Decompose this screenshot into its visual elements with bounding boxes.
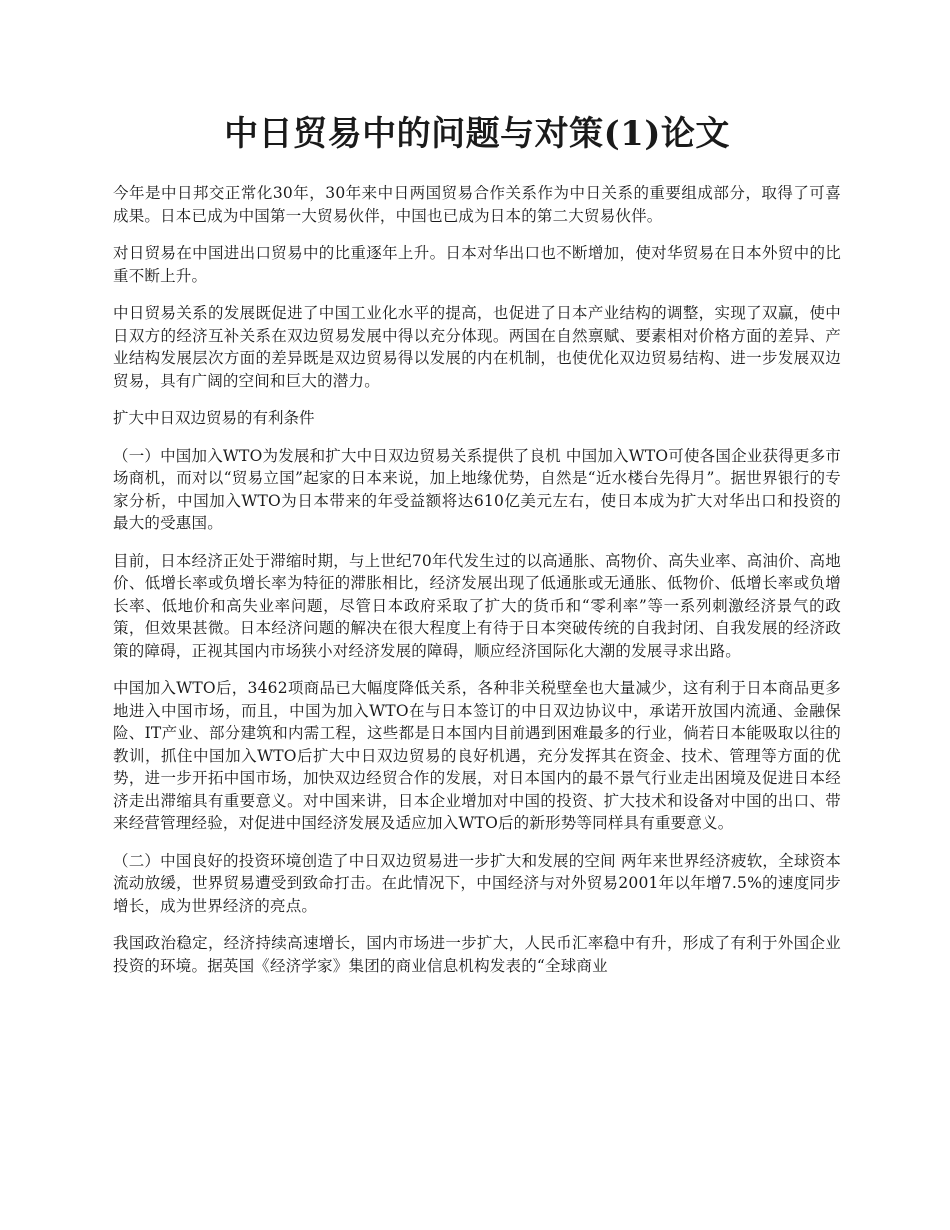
document-title: 中日贸易中的问题与对策(1)论文 (224, 114, 730, 154)
paragraph-investment-environment: （二）中国良好的投资环境创造了中日双边贸易进一步扩大和发展的空间 两年来世界经济疲软，全球资本流动放缓，世界贸易遭受到致命打击。在此情况下，中国经济与对外贸易2001年以年增7.5%的速度同步增长，成为世界经济的亮点。 (113, 851, 841, 915)
section-heading-favorable-conditions: 扩大中日双边贸易的有利条件 (113, 409, 315, 427)
paragraph-intro: 今年是中日邦交正常化30年，30年来中日两国贸易合作关系作为中日关系的重要组成部分，取得了可喜成果。日本已成为中国第一大贸易伙伴，中国也已成为日本的第二大贸易伙伴。 (113, 184, 841, 225)
paragraph-wto-tariffs: 中国加入WTO后，3462项商品已大幅度降低关系，各种非关税壁垒也大量减少，这有利于日本商品更多地进入中国市场，而且，中国为加入WTO在与日本签订的中日双边协议中，承诺开放国内流通、金融保险、IT产业、部分建筑和内需工程，这些都是日本国内目前遇到困难最多的行业，倘若日本能吸取以往的教训，抓住中国加入WTO后扩大中日双边贸易的良好机遇，充分发挥其在资金、技术、管理等方面的优势，进一步开拓中国市场，加快双边经贸合作的发展，对日本国内的最不景气行业走出困境及促进日本经济走出滞缩具有重要意义。对中国来讲，日本企业增加对中国的投资、扩大技术和设备对中国的出口、带来经营管理经验，对促进中国经济发展及适应加入WTO后的新形势等同样具有重要意义。 (113, 679, 841, 832)
paragraph-complementarity: 中日贸易关系的发展既促进了中国工业化水平的提高，也促进了日本产业结构的调整，实现了双赢，使中日双方的经济互补关系在双边贸易发展中得以充分体现。两国在自然禀赋、要素相对价格方面的差异、产业结构发展层次方面的差异既是双边贸易得以发展的内在机制，也使优化双边贸易结构、进一步发展双边贸易，具有广阔的空间和巨大的潜力。 (113, 304, 841, 390)
document-page (113, 110, 841, 992)
paragraph-wto-opportunity: （一）中国加入WTO为发展和扩大中日双边贸易关系提供了良机 中国加入WTO可使各国企业获得更多市场商机，而对以“贸易立国”起家的日本来说，加上地缘优势，自然是“近水楼台先得月”。据世界银行的专家分析，中国加入WTO为日本带来的年受益额将达610亿美元左右，使日本成为扩大对华出口和投资的最大的受惠国。 (113, 446, 841, 532)
paragraph-japan-economy: 目前，日本经济正处于滞缩时期，与上世纪70年代发生过的以高通胀、高物价、高失业率、高油价、高地价、低增长率或负增长率为特征的滞胀相比，经济发展出现了低通胀或无通胀、低物价、低增长率或负增长率、低地价和高失业率问题，尽管日本政府采取了扩大的货币和“零利率”等一系列刺激经济景气的政策，但效果甚微。日本经济问题的解决在很大程度上有待于日本突破传统的自我封闭、自我发展的经济政策的障碍，正视其国内市场狭小对经济发展的障碍，顺应经济国际化大潮的发展寻求出路。 (113, 551, 841, 660)
paragraph-political-stability: 我国政治稳定，经济持续高速增长，国内市场进一步扩大，人民币汇率稳中有升，形成了有利于外国企业投资的环境。据英国《经济学家》集团的商业信息机构发表的“全球商业 (113, 934, 841, 975)
paragraph-trade-share: 对日贸易在中国进出口贸易中的比重逐年上升。日本对华出口也不断增加，使对华贸易在日本外贸中的比重不断上升。 (113, 244, 841, 285)
